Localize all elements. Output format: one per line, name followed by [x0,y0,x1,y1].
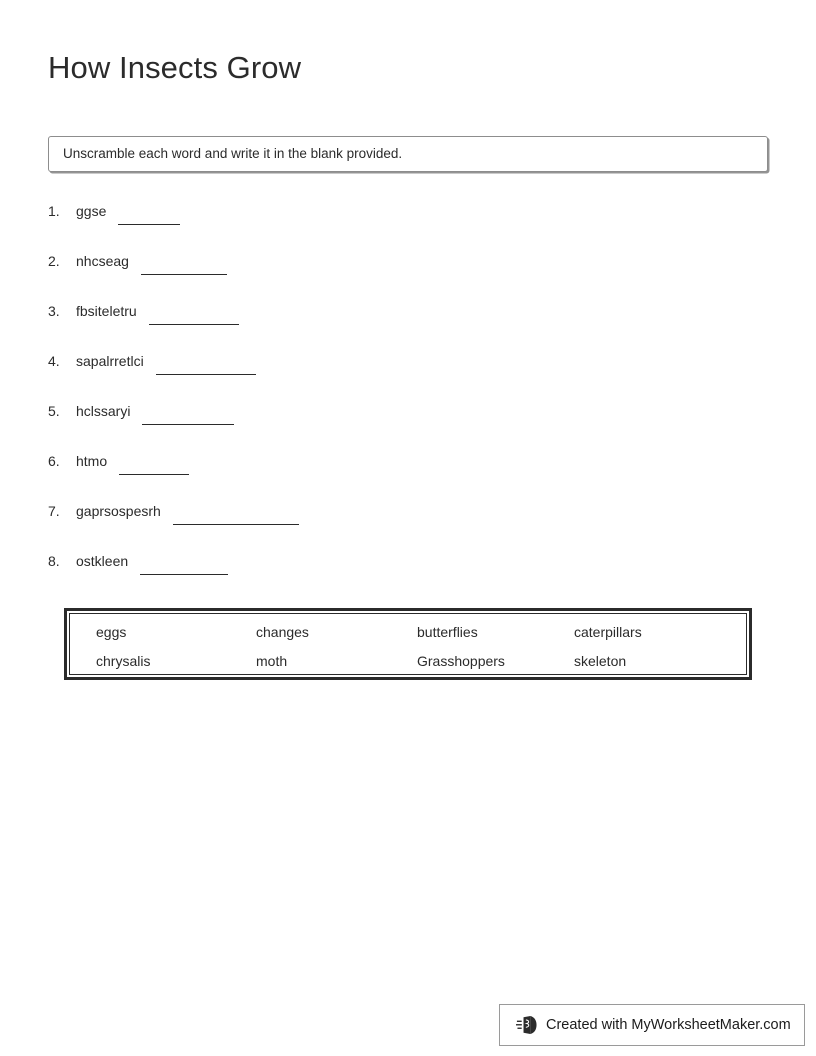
question-row [48,300,768,350]
question-number: 5. [48,403,60,419]
word-bank-word: caterpillars [574,624,642,640]
question-content [76,300,239,322]
word-bank-word: chrysalis [96,653,151,669]
word-bank-word: eggs [96,624,127,640]
question-number: 6. [48,453,60,469]
answer-blank[interactable] [141,256,227,275]
answer-blank[interactable] [140,556,228,575]
page-title: How Insects Grow [48,50,302,85]
answer-blank[interactable] [173,506,299,525]
answer-blank[interactable] [156,356,256,375]
question-number: 1. [48,203,60,219]
word-bank-inner [69,613,747,675]
question-content [76,450,189,472]
question-row [48,500,768,550]
answer-blank[interactable] [118,206,180,225]
word-bank-word: moth [256,653,288,669]
question-number: 4. [48,353,60,369]
question-content [76,500,299,522]
scrambled-word: nhcseag [76,253,129,269]
question-row [48,450,768,500]
word-bank-word: butterflies [417,624,478,640]
word-bank [64,608,752,680]
question-row [48,400,768,450]
word-bank-row [70,618,746,647]
scrambled-word: sapalrretlci [76,353,144,369]
question-content [76,550,228,572]
answer-blank[interactable] [142,406,234,425]
question-number: 3. [48,303,60,319]
answer-blank[interactable] [119,456,189,475]
question-list [48,200,768,600]
question-content [76,250,227,272]
answer-blank[interactable] [149,306,239,325]
question-content [76,200,180,222]
question-number: 8. [48,553,60,569]
question-content [76,400,234,422]
question-row [48,200,768,250]
footer-text: Created with MyWorksheetMaker.com [546,1017,791,1033]
question-row [48,250,768,300]
question-number: 7. [48,503,60,519]
scrambled-word: fbsiteletru [76,303,137,319]
footer-badge [499,1004,805,1046]
word-bank-word: changes [256,624,309,640]
myworksheetmaker-logo-icon [516,1014,538,1036]
word-bank-word: skeleton [574,653,627,669]
word-bank-row [70,647,746,676]
scrambled-word: hclssaryi [76,403,131,419]
question-row [48,550,768,600]
scrambled-word: ostkleen [76,553,129,569]
question-number: 2. [48,253,60,269]
instructions-text: Unscramble each word and write it in the blank provided. [63,146,403,161]
scrambled-word: ggse [76,203,107,219]
scrambled-word: gaprsospesrh [76,503,161,519]
question-row [48,350,768,400]
word-bank-word: Grasshoppers [417,653,505,669]
scrambled-word: htmo [76,453,108,469]
instructions-box [48,136,768,172]
question-content [76,350,256,372]
